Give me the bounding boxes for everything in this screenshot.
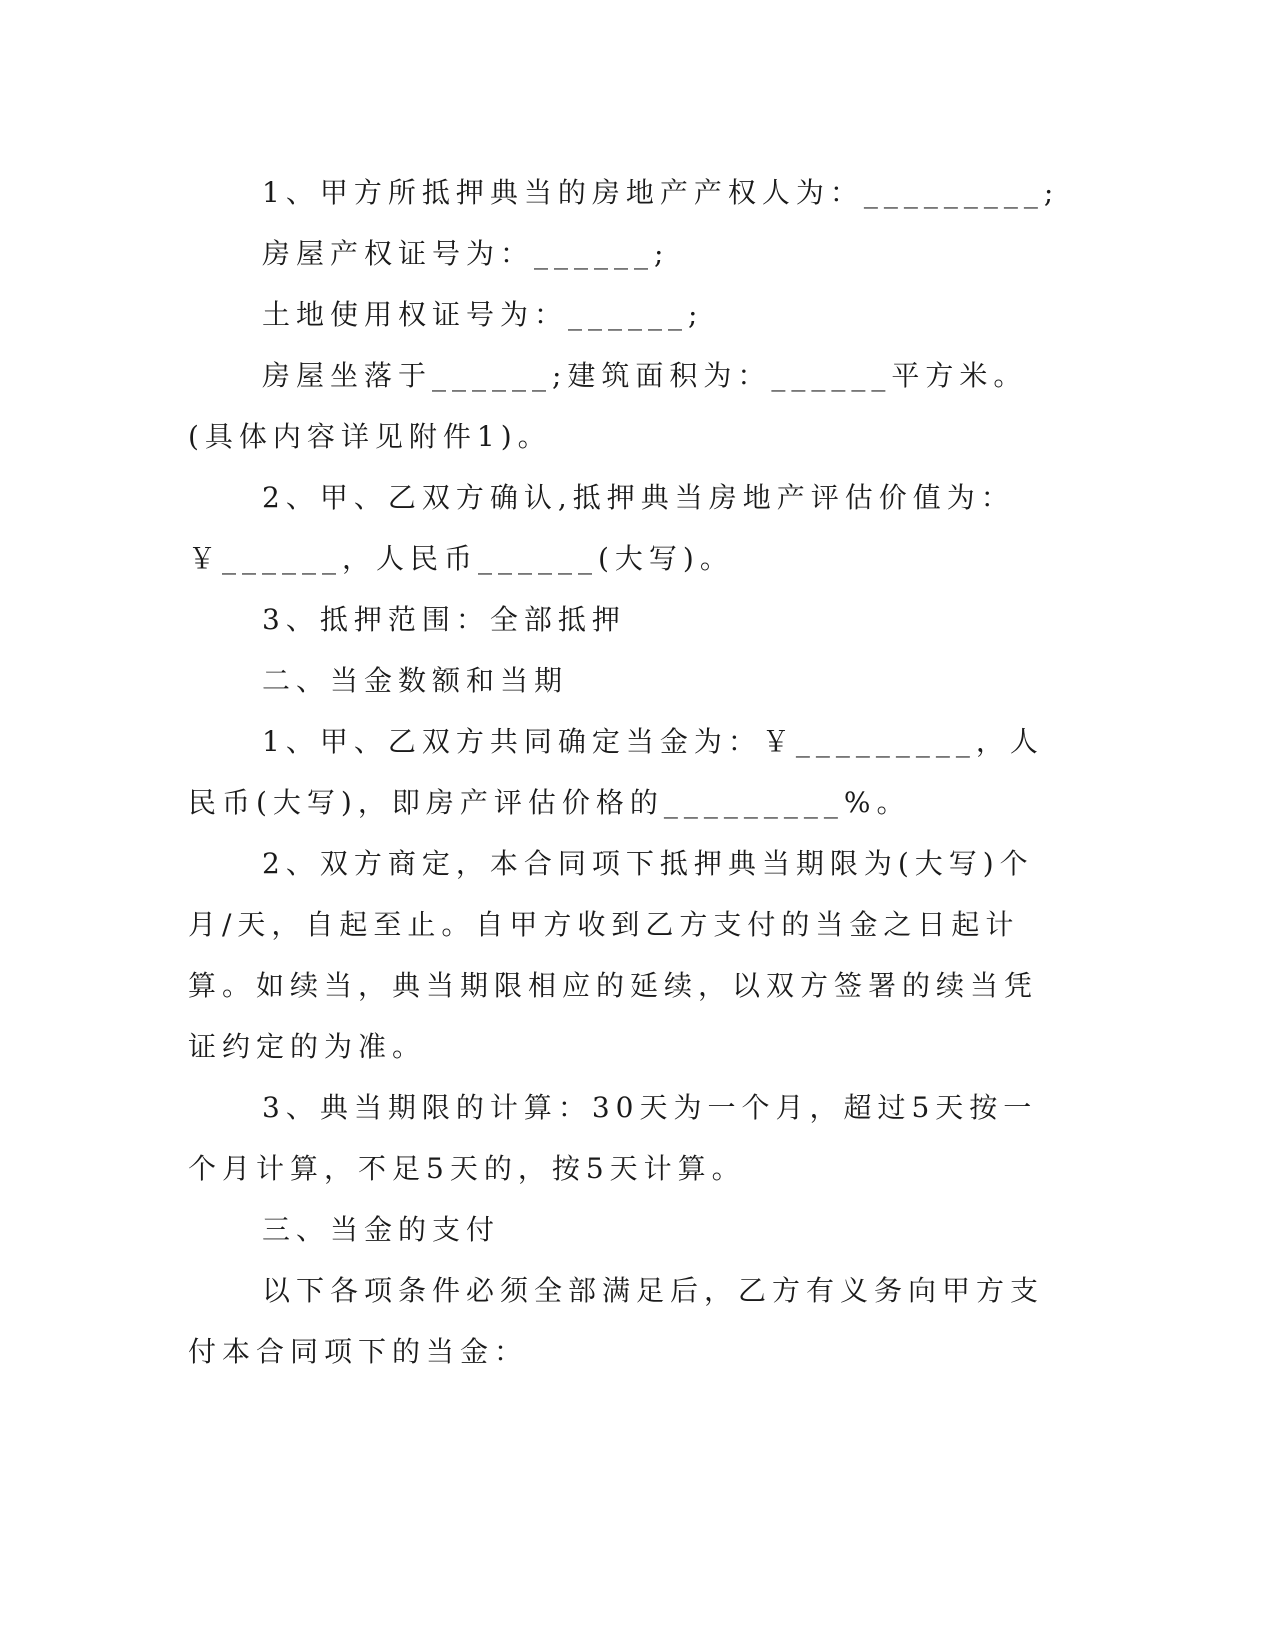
document-body bbox=[188, 162, 1068, 1382]
clause-payment-conditions: 以下各项条件必须全部满足后，乙方有义务向甲方支付本合同项下的当金： bbox=[188, 1274, 1045, 1368]
clause-mortgage-scope: 3、抵押范围：全部抵押 bbox=[262, 603, 626, 636]
clause-pawn-amount: 1、甲、乙双方共同确定当金为：￥_________，人民币(大写)，即房产评估价格的_________%。 bbox=[188, 725, 1044, 819]
clause-term-calculation: 3、典当期限的计算：30天为一个月，超过5天按一个月计算，不足5天的，按5天计算。 bbox=[188, 1091, 1038, 1185]
clause-pawn-term: 2、双方商定，本合同项下抵押典当期限为(大写)个月/天，自起至止。自甲方收到乙方支付的当金之日起计算。如续当，典当期限相应的延续，以双方签署的续当凭证约定的为准。 bbox=[188, 847, 1039, 1063]
clause-property-owner: 1、甲方所抵押典当的房地产产权人为：_________; bbox=[262, 176, 1060, 209]
clause-land-certificate: 土地使用权证号为：______; bbox=[262, 298, 704, 331]
clause-valuation: 2、甲、乙双方确认,抵押典当房地产评估价值为：￥______，人民币______(大写)。 bbox=[188, 481, 1015, 575]
clause-house-certificate: 房屋产权证号为：______; bbox=[262, 237, 670, 270]
section-heading-payment: 三、当金的支付 bbox=[262, 1213, 501, 1246]
clause-location-area: 房屋坐落于______;建筑面积为：______平方米。(具体内容详见附件1)。 bbox=[188, 359, 1028, 453]
section-heading-amount-term: 二、当金数额和当期 bbox=[262, 664, 569, 697]
